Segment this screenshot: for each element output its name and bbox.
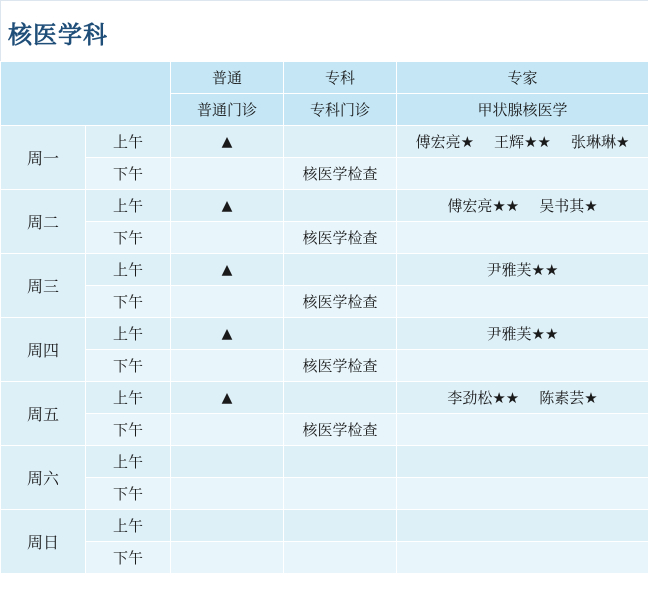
expert-name: 陈素芸★ bbox=[539, 389, 598, 407]
header-general-clinic: 普通门诊 bbox=[171, 94, 284, 126]
expert-name: 张琳琳★ bbox=[570, 133, 630, 151]
expert-name: 傅宏亮★★ bbox=[447, 197, 520, 215]
schedule-row bbox=[1, 542, 648, 574]
expert-cell bbox=[397, 126, 648, 158]
general-cell bbox=[171, 510, 284, 542]
expert-name: 尹雅芙★★ bbox=[486, 325, 559, 343]
expert-cell bbox=[397, 542, 648, 574]
period-cell: 上午 bbox=[86, 190, 171, 222]
general-cell bbox=[171, 158, 284, 190]
expert-cell bbox=[397, 158, 648, 190]
period-cell: 上午 bbox=[86, 318, 171, 350]
special-cell bbox=[284, 190, 397, 222]
day-cell: 周六 bbox=[1, 446, 86, 510]
period-cell: 下午 bbox=[86, 350, 171, 382]
period-cell: 上午 bbox=[86, 510, 171, 542]
title-bar bbox=[0, 0, 648, 61]
general-cell bbox=[171, 350, 284, 382]
expert-name: 傅宏亮★ bbox=[415, 133, 475, 151]
special-cell bbox=[284, 478, 397, 510]
period-cell: 下午 bbox=[86, 414, 171, 446]
expert-name: 王辉★★ bbox=[494, 133, 551, 151]
special-cell: 核医学检查 bbox=[284, 414, 397, 446]
schedule-row bbox=[1, 254, 648, 286]
schedule-row bbox=[1, 126, 648, 158]
special-cell bbox=[284, 126, 397, 158]
expert-cell bbox=[397, 222, 648, 254]
expert-cell bbox=[397, 350, 648, 382]
general-cell bbox=[171, 446, 284, 478]
header-corner bbox=[1, 62, 171, 126]
day-cell: 周日 bbox=[1, 510, 86, 574]
general-cell: ▲ bbox=[171, 190, 284, 222]
expert-cell bbox=[397, 254, 648, 286]
period-cell: 上午 bbox=[86, 126, 171, 158]
expert-cell bbox=[397, 318, 648, 350]
period-cell: 上午 bbox=[86, 254, 171, 286]
special-cell: 核医学检查 bbox=[284, 286, 397, 318]
expert-cell bbox=[397, 190, 648, 222]
expert-cell bbox=[397, 510, 648, 542]
general-cell bbox=[171, 286, 284, 318]
special-cell bbox=[284, 254, 397, 286]
header-special-clinic: 专科门诊 bbox=[284, 94, 397, 126]
period-cell: 下午 bbox=[86, 158, 171, 190]
schedule-row bbox=[1, 190, 648, 222]
schedule-row bbox=[1, 158, 648, 190]
special-cell bbox=[284, 510, 397, 542]
day-cell: 周三 bbox=[1, 254, 86, 318]
expert-cell bbox=[397, 286, 648, 318]
header-row-1 bbox=[1, 62, 648, 94]
general-cell bbox=[171, 222, 284, 254]
page-title: 核医学科 bbox=[8, 21, 108, 49]
general-cell bbox=[171, 478, 284, 510]
day-cell: 周二 bbox=[1, 190, 86, 254]
header-special: 专科 bbox=[284, 62, 397, 94]
expert-name: 李劲松★★ bbox=[447, 389, 520, 407]
expert-name: 尹雅芙★★ bbox=[486, 261, 559, 279]
schedule-row bbox=[1, 286, 648, 318]
general-cell bbox=[171, 542, 284, 574]
period-cell: 下午 bbox=[86, 222, 171, 254]
schedule-table bbox=[0, 61, 648, 574]
period-cell: 下午 bbox=[86, 542, 171, 574]
period-cell: 下午 bbox=[86, 286, 171, 318]
special-cell: 核医学检查 bbox=[284, 222, 397, 254]
header-expert: 专家 bbox=[397, 62, 648, 94]
schedule-row bbox=[1, 446, 648, 478]
schedule-row bbox=[1, 414, 648, 446]
schedule-row bbox=[1, 350, 648, 382]
general-cell: ▲ bbox=[171, 382, 284, 414]
general-cell: ▲ bbox=[171, 126, 284, 158]
header-general: 普通 bbox=[171, 62, 284, 94]
general-cell: ▲ bbox=[171, 254, 284, 286]
day-cell: 周五 bbox=[1, 382, 86, 446]
general-cell bbox=[171, 414, 284, 446]
schedule-row bbox=[1, 222, 648, 254]
schedule-row bbox=[1, 510, 648, 542]
schedule-row bbox=[1, 382, 648, 414]
special-cell bbox=[284, 446, 397, 478]
schedule-row bbox=[1, 478, 648, 510]
schedule-row bbox=[1, 318, 648, 350]
special-cell: 核医学检查 bbox=[284, 158, 397, 190]
expert-cell bbox=[397, 414, 648, 446]
expert-name: 吴书其★ bbox=[539, 197, 598, 215]
period-cell: 上午 bbox=[86, 446, 171, 478]
special-cell bbox=[284, 318, 397, 350]
day-cell: 周四 bbox=[1, 318, 86, 382]
expert-cell bbox=[397, 382, 648, 414]
header-thyroid: 甲状腺核医学 bbox=[397, 94, 648, 126]
period-cell: 上午 bbox=[86, 382, 171, 414]
special-cell bbox=[284, 382, 397, 414]
special-cell bbox=[284, 542, 397, 574]
special-cell: 核医学检查 bbox=[284, 350, 397, 382]
general-cell: ▲ bbox=[171, 318, 284, 350]
expert-cell bbox=[397, 478, 648, 510]
period-cell: 下午 bbox=[86, 478, 171, 510]
expert-cell bbox=[397, 446, 648, 478]
day-cell: 周一 bbox=[1, 126, 86, 190]
